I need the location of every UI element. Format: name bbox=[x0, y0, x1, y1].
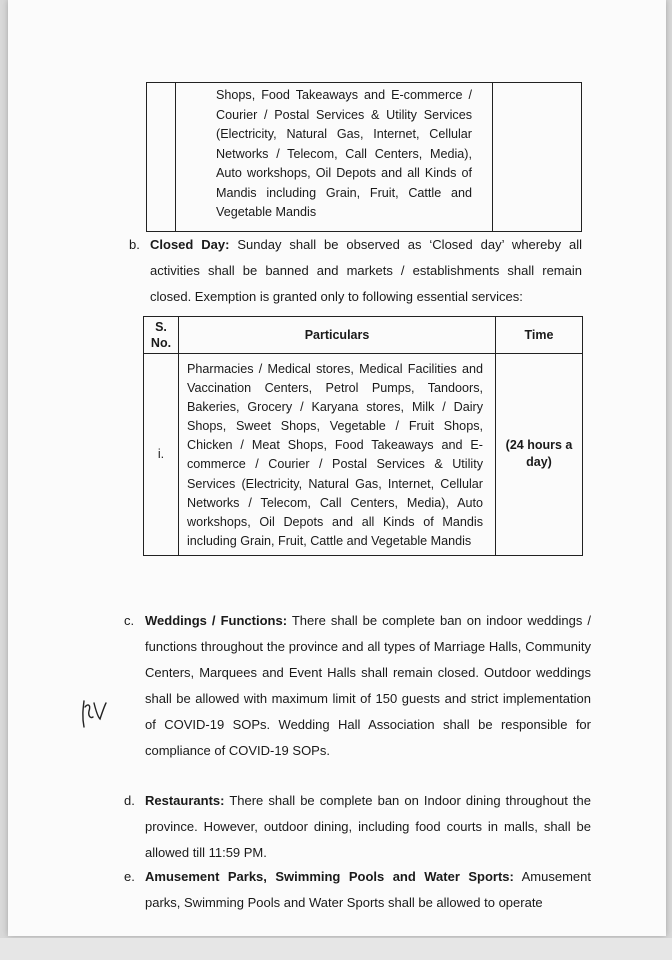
section-d-paragraph bbox=[145, 788, 591, 866]
essential-services-table bbox=[143, 316, 583, 556]
table-row bbox=[147, 83, 582, 232]
services-table-continued bbox=[146, 82, 582, 232]
sno-cell: i. bbox=[144, 354, 179, 556]
section-d-text: There shall be complete ban on Indoor dining throughout the province. However, outdoor dining, including food courts in malls, shall be allowed till 11:59 PM. bbox=[145, 793, 591, 860]
time-header: Time bbox=[496, 317, 583, 354]
section-b-text: Sunday shall be observed as ‘Closed day’ whereby all activities shall be banned and markets / establishments shall remain closed. Exemption is granted only to following essential services: bbox=[150, 237, 582, 304]
section-c-text: There shall be complete ban on indoor weddings / functions throughout the province and all types of Marriage Halls, Community Centers, Marquees and Event Halls shall remain closed. Outdoor weddings shall be allowed with maximum limit of 150 guests and strict implementation of COVID-19 SOPs. Wedding Hall Association shall be responsible for compliance of COVID-19 SOPs. bbox=[145, 613, 592, 758]
section-e-text: Amusement parks, Swimming Pools and Water Sports shall be allowed to operate bbox=[145, 869, 591, 910]
next-page-edge bbox=[0, 938, 672, 960]
section-c-heading: Weddings / Functions: bbox=[145, 613, 288, 628]
time-cell bbox=[493, 83, 582, 232]
time-cell: (24 hours a day) bbox=[496, 354, 583, 556]
particulars-cell: Pharmacies / Medical stores, Medical Facilities and Vaccination Centers, Petrol Pumps, Tandoors, Bakeries, Grocery / Karyana stores, Milk / Dairy Shops, Sweet Shops, Vegetable / Fruit Shops, Chicken / Meat Shops, Food Takeaways and E-commerce / Courier / Postal Services & Utility Services (Electricity, Natural Gas, Internet, Cellular Networks / Telecom, Call Centers, Media), Auto workshops, Oil Depots and all Kinds of Mandis including Grain, Fruit, Cattle and Vegetable Mandis bbox=[179, 354, 496, 556]
section-b-label: b. bbox=[129, 237, 140, 252]
particulars-cell: Shops, Food Takeaways and E-commerce / Courier / Postal Services & Utility Services (Electricity, Natural Gas, Internet, Cellular Networks / Telecom, Call Centers, Media), Auto workshops, Oil Depots and all Kinds of Mandis including Grain, Fruit, Cattle and Vegetable Mandis bbox=[176, 83, 493, 232]
section-d-label: d. bbox=[124, 793, 135, 808]
section-c-label: c. bbox=[124, 613, 135, 628]
section-c-paragraph bbox=[145, 608, 591, 764]
handwritten-initial-mark bbox=[78, 697, 108, 729]
table-row bbox=[144, 354, 583, 556]
section-b-heading: Closed Day: bbox=[150, 237, 230, 252]
section-b-paragraph bbox=[150, 232, 582, 310]
section-e-paragraph bbox=[145, 864, 591, 916]
particulars-header: Particulars bbox=[179, 317, 496, 354]
section-e-label: e. bbox=[124, 869, 135, 884]
table-header-row bbox=[144, 317, 583, 354]
sno-cell bbox=[147, 83, 176, 232]
section-e-heading: Amusement Parks, Swimming Pools and Water Sports: bbox=[145, 869, 514, 884]
sno-header: S. No. bbox=[144, 317, 179, 354]
section-d-heading: Restaurants: bbox=[145, 793, 225, 808]
